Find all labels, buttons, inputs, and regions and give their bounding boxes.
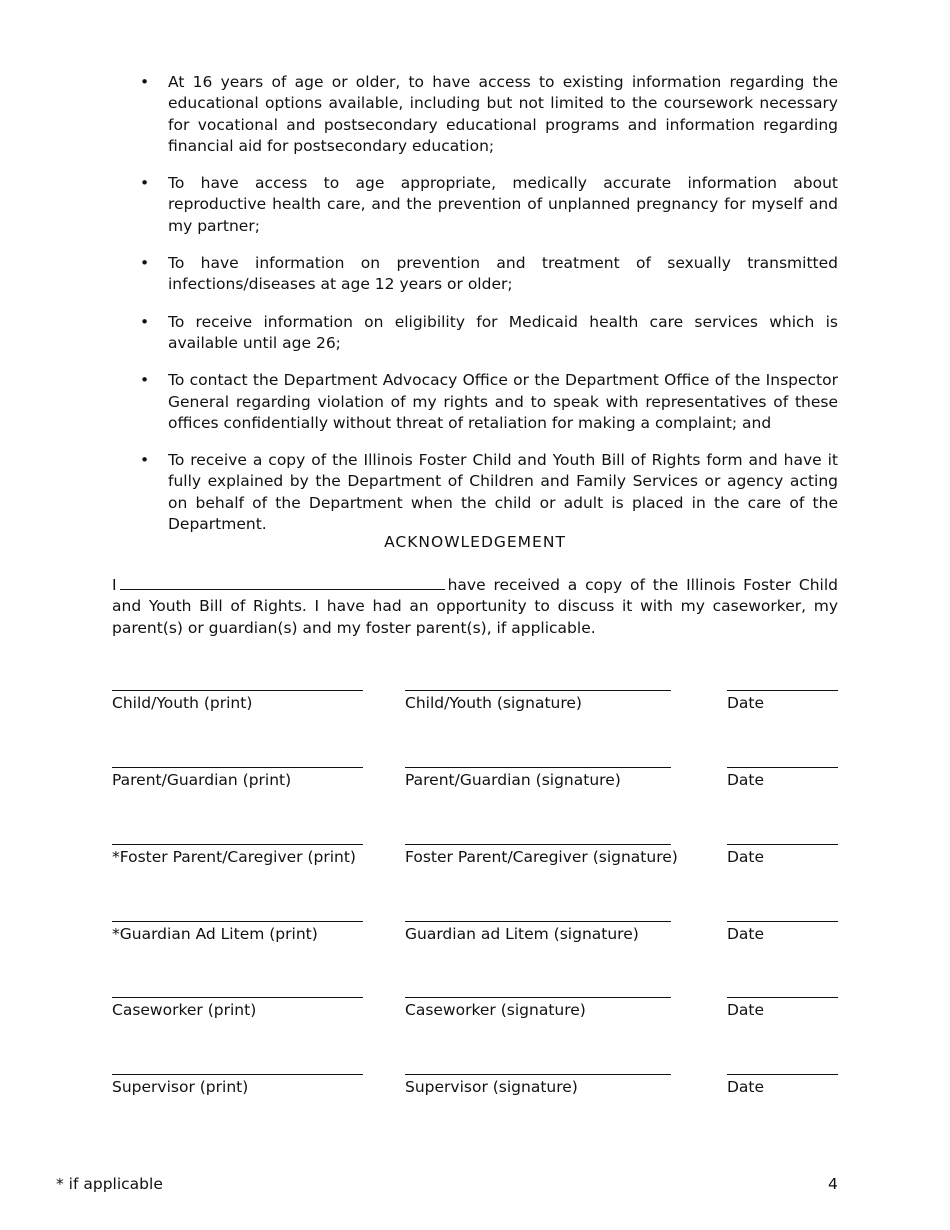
print-field[interactable]	[112, 690, 363, 712]
signature-line	[727, 844, 838, 845]
signature-row	[112, 1074, 838, 1114]
date-label: Date	[727, 1078, 765, 1096]
signature-line	[405, 921, 671, 922]
list-item-text: To have access to age appropriate, medically accurate information about reproductive health care, and the prevention of unplanned pregnancy for myself and my partner;	[168, 174, 838, 235]
bullet-marker: •	[140, 371, 150, 390]
acknowledgement-prefix: I	[112, 576, 117, 594]
print-label: *Foster Parent/Caregiver (print)	[112, 848, 356, 866]
name-blank-line[interactable]	[120, 574, 445, 590]
signature-field[interactable]	[405, 690, 671, 712]
signature-row	[112, 844, 838, 884]
print-label: Parent/Guardian (print)	[112, 771, 292, 789]
signature-row	[112, 690, 838, 730]
bullet-marker: •	[140, 312, 150, 331]
signature-line	[727, 1074, 838, 1075]
list-item	[140, 253, 838, 296]
date-field[interactable]	[727, 921, 838, 943]
list-item	[140, 370, 838, 434]
signature-line	[112, 997, 363, 998]
print-field[interactable]	[112, 1074, 363, 1096]
signature-line	[405, 1074, 671, 1075]
date-field[interactable]	[727, 1074, 838, 1096]
signature-field[interactable]	[405, 844, 678, 866]
signature-line	[112, 690, 363, 691]
list-item-text: To have information on prevention and treatment of sexually transmitted infections/diseases at age 12 years or older;	[168, 254, 838, 294]
acknowledgement-text: have received a copy of the Illinois Foster Child and Youth Bill of Rights. I have had an opportunity to discuss it with my caseworker, my parent(s) or guardian(s) and my foster parent(s), if applicable.	[112, 576, 838, 637]
signature-line	[405, 690, 671, 691]
list-item-text: To receive a copy of the Illinois Foster Child and Youth Bill of Rights form and have it fully explained by the Department of Children and Family Services or agency acting on behalf of the Department when the child or adult is placed in the care of the Department.	[168, 451, 838, 534]
signature-line	[727, 767, 838, 768]
date-field[interactable]	[727, 844, 838, 866]
date-label: Date	[727, 1001, 765, 1019]
bullet-marker: •	[140, 174, 150, 193]
date-field[interactable]	[727, 690, 838, 712]
signature-label: Parent/Guardian (signature)	[405, 771, 621, 789]
list-item	[140, 173, 838, 237]
page-number: 4	[828, 1175, 838, 1193]
print-field[interactable]	[112, 997, 363, 1019]
signature-label: Guardian ad Litem (signature)	[405, 925, 639, 943]
signature-line	[727, 690, 838, 691]
bullet-marker: •	[140, 73, 150, 91]
signature-line	[727, 997, 838, 998]
print-label: Supervisor (print)	[112, 1078, 249, 1096]
signature-line	[405, 844, 671, 845]
list-item-text: To contact the Department Advocacy Office or the Department Office of the Inspector General regarding violation of my rights and to speak with representatives of these offices confidentially without threat of retaliation for making a complaint; and	[168, 371, 838, 432]
acknowledgement-paragraph	[112, 574, 838, 639]
date-label: Date	[727, 925, 765, 943]
print-field[interactable]	[112, 767, 363, 789]
date-label: Date	[727, 694, 765, 712]
signature-line	[405, 767, 671, 768]
print-field[interactable]	[112, 844, 363, 866]
date-field[interactable]	[727, 997, 838, 1019]
date-label: Date	[727, 848, 765, 866]
date-label: Date	[727, 771, 765, 789]
signature-line	[112, 844, 363, 845]
signature-line	[727, 921, 838, 922]
signature-row	[112, 997, 838, 1037]
list-item	[140, 450, 838, 535]
signature-line	[112, 921, 363, 922]
print-label: Caseworker (print)	[112, 1001, 257, 1019]
signature-label: Foster Parent/Caregiver (signature)	[405, 848, 678, 866]
print-label: *Guardian Ad Litem (print)	[112, 925, 318, 943]
signature-label: Child/Youth (signature)	[405, 694, 582, 712]
footnote: * if applicable	[56, 1175, 163, 1193]
signature-field[interactable]	[405, 921, 671, 943]
list-item	[140, 72, 838, 157]
signature-field[interactable]	[405, 767, 671, 789]
bullet-marker: •	[140, 451, 150, 470]
signature-field[interactable]	[405, 997, 671, 1019]
signature-line	[405, 997, 671, 998]
print-field[interactable]	[112, 921, 363, 943]
signature-line	[112, 767, 363, 768]
signature-label: Supervisor (signature)	[405, 1078, 578, 1096]
signature-line	[112, 1074, 363, 1075]
bullet-marker: •	[140, 254, 150, 273]
acknowledgement-heading: ACKNOWLEDGEMENT	[384, 533, 566, 551]
print-label: Child/Youth (print)	[112, 694, 253, 712]
list-item	[140, 312, 838, 355]
date-field[interactable]	[727, 767, 838, 789]
signature-field[interactable]	[405, 1074, 671, 1096]
rights-list	[140, 72, 838, 551]
signature-label: Caseworker (signature)	[405, 1001, 586, 1019]
list-item-text: At 16 years of age or older, to have access to existing information regarding the educational options available, including but not limited to the coursework necessary for vocational and postsecondary educational programs and information regarding financial aid for postsecondary education;	[168, 73, 838, 155]
list-item-text: To receive information on eligibility for Medicaid health care services which is available until age 26;	[168, 312, 838, 352]
signature-row	[112, 767, 838, 807]
signature-row	[112, 921, 838, 961]
